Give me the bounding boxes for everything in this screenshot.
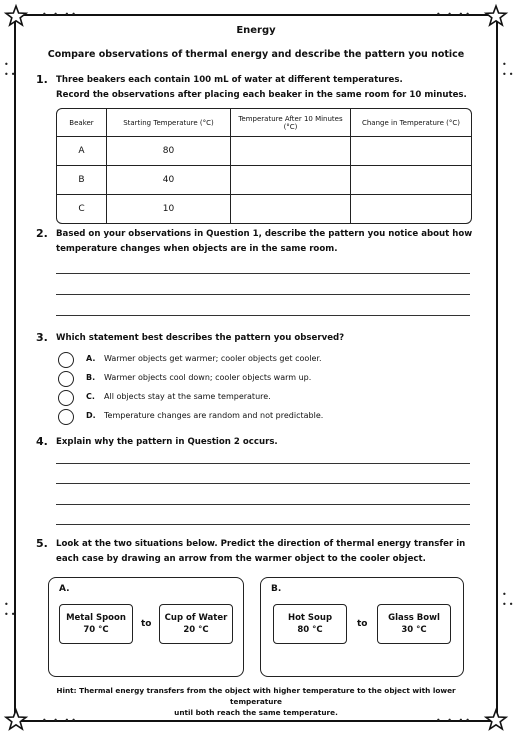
option-text: Warmer objects cool down; cooler objects warm up. [104, 373, 312, 382]
start-temp-cell: 40 [107, 166, 231, 195]
dot-decoration: • • •• [42, 10, 78, 19]
option-letter: B. [86, 373, 96, 382]
object-temp: 20 °C [183, 625, 209, 635]
question-3-text: Which statement best describes the pattern you observed? [56, 333, 345, 343]
table-row [57, 195, 471, 223]
change-temp-cell[interactable] [351, 166, 471, 195]
radio-bubble[interactable] [58, 371, 74, 387]
object-name: Metal Spoon [66, 613, 126, 623]
connector-text: to [357, 619, 368, 629]
question-1-line: Three beakers each contain 100 mL of water at different temperatures. [56, 75, 403, 85]
answer-line[interactable] [56, 463, 470, 464]
object-temp: 30 °C [401, 625, 427, 635]
table-header-row [57, 109, 471, 137]
start-temp-cell: 10 [107, 195, 231, 223]
radio-bubble[interactable] [58, 352, 74, 368]
question-5-line: each case by drawing an arrow from the warmer object to the cooler object. [56, 554, 426, 564]
connector-text: to [141, 619, 152, 629]
question-5-text [56, 537, 476, 567]
object-box [159, 604, 233, 644]
column-header: Change in Temperature (°C) [351, 109, 471, 137]
question-4-text: Explain why the pattern in Question 2 occurs. [56, 437, 278, 447]
question-4-number: 4. [36, 435, 48, 448]
object-box [377, 604, 451, 644]
question-5-line: Look at the two situations below. Predict the direction of thermal energy transfer in [56, 539, 466, 549]
beaker-cell: C [57, 195, 107, 223]
column-header: Starting Temperature (°C) [107, 109, 231, 137]
dot-decoration: • • •• [436, 716, 472, 725]
question-2-text [56, 227, 476, 257]
object-temp: 70 °C [83, 625, 109, 635]
page-subtitle: Compare observations of thermal energy and describe the pattern you notice [47, 49, 465, 60]
question-5-number: 5. [36, 537, 48, 550]
hint-line: until both reach the same temperature. [174, 708, 338, 717]
object-box [273, 604, 347, 644]
situation-panel-b[interactable] [260, 577, 464, 677]
change-temp-cell[interactable] [351, 137, 471, 166]
after-temp-cell[interactable] [231, 166, 351, 195]
answer-line[interactable] [56, 294, 470, 295]
question-1-line: Record the observations after placing each beaker in the same room for 10 minutes. [56, 90, 467, 100]
dot-decoration: • • •• [436, 10, 472, 19]
object-temp: 80 °C [297, 625, 323, 635]
column-header: Beaker [57, 109, 107, 137]
question-1-text [56, 73, 476, 103]
radio-bubble[interactable] [58, 409, 74, 425]
option-text: All objects stay at the same temperature. [104, 392, 271, 401]
table-row [57, 137, 471, 166]
option-letter: D. [86, 411, 96, 420]
change-temp-cell[interactable] [351, 195, 471, 223]
after-temp-cell[interactable] [231, 195, 351, 223]
panel-label: B. [271, 584, 282, 594]
page-title: Energy [236, 25, 276, 36]
answer-line[interactable] [56, 315, 470, 316]
option-text: Warmer objects get warmer; cooler objects get cooler. [104, 354, 322, 363]
answer-line[interactable] [56, 524, 470, 525]
observation-table [56, 108, 472, 224]
situation-panel-a[interactable] [48, 577, 244, 677]
option-text: Temperature changes are random and not predictable. [104, 411, 324, 420]
beaker-cell: B [57, 166, 107, 195]
answer-line[interactable] [56, 273, 470, 274]
dot-decoration: • • •• [42, 716, 78, 725]
dot-decoration: • •• [4, 60, 18, 79]
column-header: Temperature After 10 Minutes (°C) [231, 109, 351, 137]
table-row [57, 166, 471, 195]
hint-text [30, 685, 482, 718]
panel-label: A. [59, 584, 70, 594]
question-2-number: 2. [36, 227, 48, 240]
object-box [59, 604, 133, 644]
question-2-line: Based on your observations in Question 1, describe the pattern you notice about how [56, 229, 473, 239]
object-name: Cup of Water [164, 613, 228, 623]
hint-line: Hint: Thermal energy transfers from the object with higher temperature to the object with lower temperature [56, 686, 456, 706]
question-1-number: 1. [36, 73, 48, 86]
dot-decoration: • •• [502, 590, 515, 609]
dot-decoration: • •• [502, 60, 515, 79]
beaker-cell: A [57, 137, 107, 166]
radio-bubble[interactable] [58, 390, 74, 406]
option-letter: A. [86, 354, 96, 363]
start-temp-cell: 80 [107, 137, 231, 166]
answer-line[interactable] [56, 483, 470, 484]
star-icon [484, 708, 508, 732]
question-3-number: 3. [36, 331, 48, 344]
dot-decoration: • •• [4, 600, 18, 619]
answer-line[interactable] [56, 504, 470, 505]
option-letter: C. [86, 392, 95, 401]
object-name: Hot Soup [287, 613, 333, 623]
object-name: Glass Bowl [388, 613, 440, 623]
after-temp-cell[interactable] [231, 137, 351, 166]
star-icon [4, 708, 28, 732]
question-2-line: temperature changes when objects are in the same room. [56, 244, 338, 254]
